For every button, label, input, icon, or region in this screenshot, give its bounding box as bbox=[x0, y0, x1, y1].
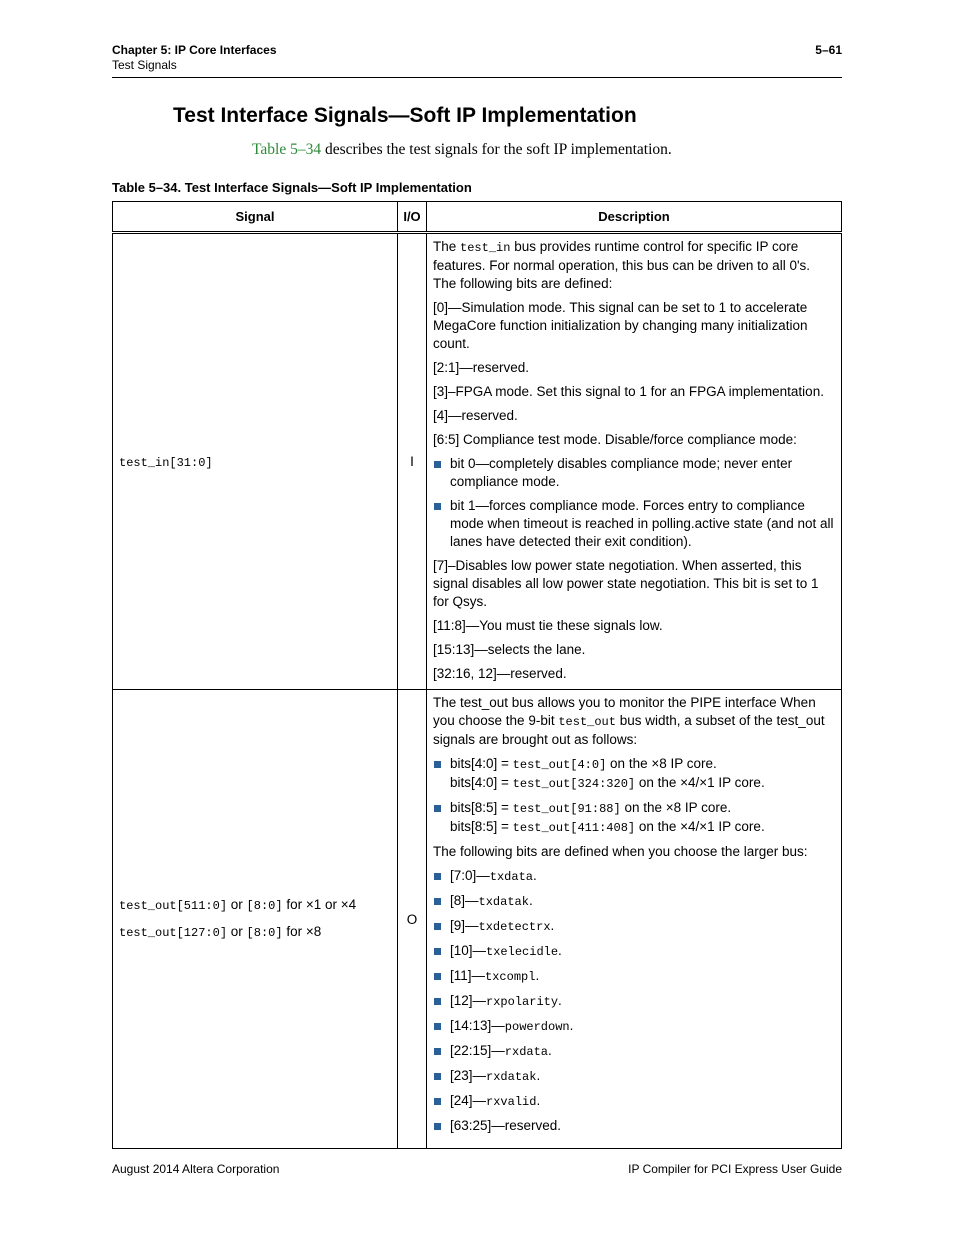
text: [7:0]— bbox=[450, 868, 490, 883]
text: or bbox=[227, 897, 247, 912]
text: . bbox=[536, 1068, 541, 1083]
description-cell bbox=[427, 233, 842, 690]
signals-table bbox=[112, 201, 842, 1149]
text: bits[4:0] = bbox=[450, 756, 513, 771]
chapter-title: Chapter 5: IP Core Interfaces bbox=[112, 43, 277, 57]
text: . bbox=[535, 968, 540, 983]
text: [24]— bbox=[450, 1093, 487, 1108]
section-heading: Test Interface Signals—Soft IP Implementation bbox=[173, 104, 637, 127]
text: . bbox=[533, 868, 537, 883]
list-item bbox=[433, 1117, 835, 1136]
list-item: bit 0—completely disables compliance mode; never enter compliance mode. bbox=[433, 455, 835, 491]
code: test_out[91:88] bbox=[512, 802, 621, 816]
desc-paragraph: [32:16, 12]—reserved. bbox=[433, 666, 567, 681]
list-item bbox=[433, 755, 835, 793]
text: bits[4:0] = bbox=[450, 775, 513, 790]
text: . bbox=[558, 993, 562, 1008]
desc-paragraph: The following bits are defined when you choose the larger bus: bbox=[433, 844, 808, 859]
code: rxdatak bbox=[486, 1070, 537, 1084]
col-description: Description bbox=[427, 202, 842, 233]
intro-paragraph bbox=[252, 141, 672, 159]
table-caption: Table 5–34. Test Interface Signals—Soft IP Implementation bbox=[112, 180, 472, 195]
code: txdata bbox=[489, 870, 533, 884]
text: [22:15]— bbox=[450, 1043, 505, 1058]
io-cell: I bbox=[398, 233, 427, 690]
code: txdetectrx bbox=[478, 920, 551, 934]
code-test-in: test_in bbox=[460, 241, 511, 255]
code: rxpolarity bbox=[486, 995, 559, 1009]
code: test_out[511:0] bbox=[119, 899, 228, 913]
text: or bbox=[227, 924, 247, 939]
text: [10]— bbox=[450, 943, 487, 958]
code: powerdown bbox=[504, 1020, 570, 1034]
table-header-row bbox=[113, 202, 842, 233]
list-item bbox=[433, 1042, 835, 1061]
list-item bbox=[433, 917, 835, 936]
table-link[interactable]: Table 5–34 bbox=[252, 141, 322, 158]
intro-text: describes the test signals for the soft IP implementation. bbox=[321, 141, 672, 158]
bullet-list bbox=[433, 755, 835, 837]
io-cell: O bbox=[398, 690, 427, 1149]
text: [11]— bbox=[450, 968, 486, 983]
desc-paragraph: [2:1]—reserved. bbox=[433, 360, 530, 375]
code-test-out: test_out bbox=[558, 715, 616, 729]
desc-paragraph: [15:13]—selects the lane. bbox=[433, 642, 586, 657]
text: bits[8:5] = bbox=[450, 819, 513, 834]
code: rxdata bbox=[504, 1045, 549, 1059]
signal-lines bbox=[119, 892, 391, 946]
desc-paragraph: [11:8]—You must tie these signals low. bbox=[433, 618, 663, 633]
text: for ×1 or ×4 bbox=[282, 897, 357, 912]
description-cell bbox=[427, 690, 842, 1149]
desc-paragraph: [7]–Disables low power state negotiation. When asserted, this signal disables all low power state negotiation. This bit is set to 1 for Qsys. bbox=[433, 558, 819, 609]
text: [63:25]—reserved. bbox=[450, 1118, 562, 1133]
text: on the ×4/×1 IP core. bbox=[635, 819, 765, 834]
text: . bbox=[558, 943, 562, 958]
text: on the ×8 IP core. bbox=[606, 756, 717, 771]
code: [8:0] bbox=[246, 926, 283, 940]
code: [8:0] bbox=[246, 899, 283, 913]
table-row bbox=[113, 690, 842, 1149]
list-item bbox=[433, 1092, 835, 1111]
text: [14:13]— bbox=[450, 1018, 505, 1033]
text: . bbox=[528, 893, 533, 908]
text: The bbox=[433, 239, 461, 254]
bullet-list bbox=[433, 455, 835, 551]
table-row bbox=[113, 233, 842, 690]
code: test_out[411:408] bbox=[512, 821, 636, 835]
text: bus width, a subset of the test_out signals are brought out as follows: bbox=[433, 713, 825, 747]
signal-cell bbox=[113, 233, 398, 690]
section-title: Test Signals bbox=[112, 58, 177, 72]
signal-line bbox=[119, 919, 391, 946]
list-item bbox=[433, 1067, 835, 1086]
bits-list bbox=[433, 867, 835, 1136]
signal-name: test_in[31:0] bbox=[119, 455, 213, 470]
header-rule bbox=[112, 77, 842, 78]
text: bits[8:5] = bbox=[450, 800, 513, 815]
desc-paragraph: [0]—Simulation mode. This signal can be set to 1 to accelerate MegaCore function initialization by changing many initialization count. bbox=[433, 300, 808, 351]
list-item bbox=[433, 799, 835, 837]
code: test_out[324:320] bbox=[512, 777, 636, 791]
text: [12]— bbox=[450, 993, 487, 1008]
desc-paragraph: [6:5] Compliance test mode. Disable/force compliance mode: bbox=[433, 432, 797, 447]
list-item bbox=[433, 967, 835, 986]
text: . bbox=[536, 1093, 541, 1108]
list-item bbox=[433, 867, 835, 886]
desc-paragraph bbox=[433, 694, 835, 749]
text: on the ×4/×1 IP core. bbox=[635, 775, 765, 790]
footer-left: August 2014 Altera Corporation bbox=[112, 1162, 280, 1176]
list-item bbox=[433, 892, 835, 911]
signal-line bbox=[119, 892, 391, 919]
code: txcompl bbox=[485, 970, 536, 984]
code: rxvalid bbox=[486, 1095, 537, 1109]
code: test_out[4:0] bbox=[512, 758, 607, 772]
code: txdatak bbox=[478, 895, 529, 909]
desc-paragraph: [3]–FPGA mode. Set this signal to 1 for an FPGA implementation. bbox=[433, 384, 824, 399]
signal-cell bbox=[113, 690, 398, 1149]
text: for ×8 bbox=[282, 924, 322, 939]
list-item bbox=[433, 992, 835, 1011]
text: The test_out bus allows you to monitor the PIPE interface When you choose the 9-bit bbox=[433, 695, 816, 728]
text: . bbox=[550, 918, 555, 933]
page-header bbox=[112, 43, 842, 73]
code: test_out[127:0] bbox=[119, 926, 228, 940]
text: [9]— bbox=[450, 918, 479, 933]
list-item: bit 1—forces compliance mode. Forces entry to compliance mode when timeout is reached in polling.active state (and not all lanes have detected their exit condition). bbox=[433, 497, 835, 551]
text: on the ×8 IP core. bbox=[620, 800, 732, 815]
desc-paragraph bbox=[433, 238, 835, 293]
col-signal: Signal bbox=[113, 202, 398, 233]
list-item bbox=[433, 942, 835, 961]
list-item bbox=[433, 1017, 835, 1036]
desc-paragraph: [4]—reserved. bbox=[433, 408, 518, 423]
text: [8]— bbox=[450, 893, 479, 908]
col-io: I/O bbox=[398, 202, 427, 233]
text: . bbox=[548, 1043, 552, 1058]
code: txelecidle bbox=[486, 945, 559, 959]
text: [23]— bbox=[450, 1068, 487, 1083]
text: bus provides runtime control for specific IP core features. For normal operation, this bus can be driven to all 0's. The following bits are defined: bbox=[433, 239, 811, 291]
footer-right: IP Compiler for PCI Express User Guide bbox=[628, 1162, 842, 1176]
text: . bbox=[569, 1018, 574, 1033]
page-number: 5–61 bbox=[815, 43, 842, 57]
